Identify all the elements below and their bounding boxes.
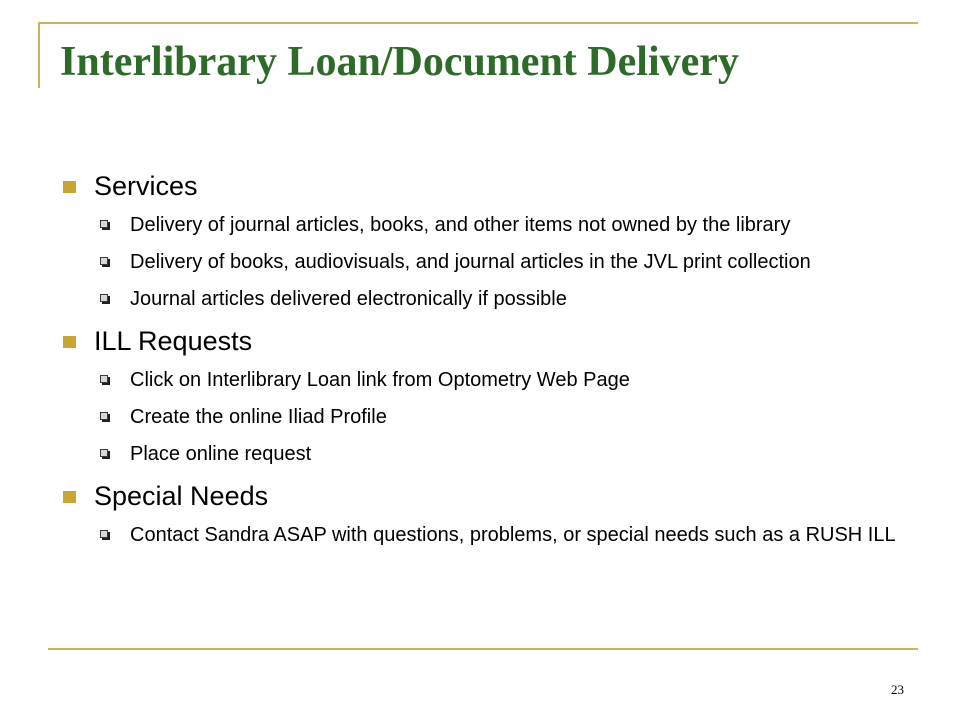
section-special-needs — [60, 480, 910, 547]
left-divider — [38, 22, 40, 88]
sub-list — [60, 524, 910, 547]
square-bullet-icon — [63, 336, 76, 348]
shadow-box-bullet-icon — [100, 294, 108, 302]
item-text: Click on Interlibrary Loan link from Optometry Web Page — [130, 369, 630, 391]
sub-list — [60, 369, 910, 466]
level2-item — [60, 369, 910, 392]
sub-list — [60, 214, 910, 311]
level2-item — [60, 406, 910, 429]
item-text: Delivery of books, audiovisuals, and journal articles in the JVL print collection — [130, 251, 811, 273]
level2-item — [60, 214, 910, 237]
section-services — [60, 170, 910, 311]
section-heading: Services — [94, 171, 198, 201]
item-text: Delivery of journal articles, books, and other items not owned by the library — [130, 214, 791, 236]
square-bullet-icon — [63, 491, 76, 503]
bottom-divider — [48, 648, 918, 650]
section-heading: ILL Requests — [94, 326, 253, 356]
top-divider — [38, 22, 918, 24]
square-bullet-icon — [63, 181, 76, 193]
slide-title: Interlibrary Loan/Document Delivery — [60, 39, 739, 85]
shadow-box-bullet-icon — [100, 220, 108, 228]
level2-item — [60, 524, 910, 547]
section-heading: Special Needs — [94, 481, 269, 511]
shadow-box-bullet-icon — [100, 412, 108, 420]
item-text: Journal articles delivered electronically if possible — [130, 288, 567, 310]
section-ill-requests — [60, 325, 910, 466]
shadow-box-bullet-icon — [100, 530, 108, 538]
level2-item — [60, 251, 910, 274]
item-text: Place online request — [130, 443, 312, 465]
level2-item — [60, 443, 910, 466]
shadow-box-bullet-icon — [100, 375, 108, 383]
level1-item — [60, 325, 910, 357]
shadow-box-bullet-icon — [100, 257, 108, 265]
level1-item — [60, 480, 910, 512]
bullet-content — [60, 170, 910, 561]
item-text: Create the online Iliad Profile — [130, 406, 387, 428]
page-number: 23 — [891, 682, 904, 697]
shadow-box-bullet-icon — [100, 449, 108, 457]
item-text: Contact Sandra ASAP with questions, problems, or special needs such as a RUSH ILL — [130, 524, 896, 546]
level2-item — [60, 288, 910, 311]
level1-item — [60, 170, 910, 202]
